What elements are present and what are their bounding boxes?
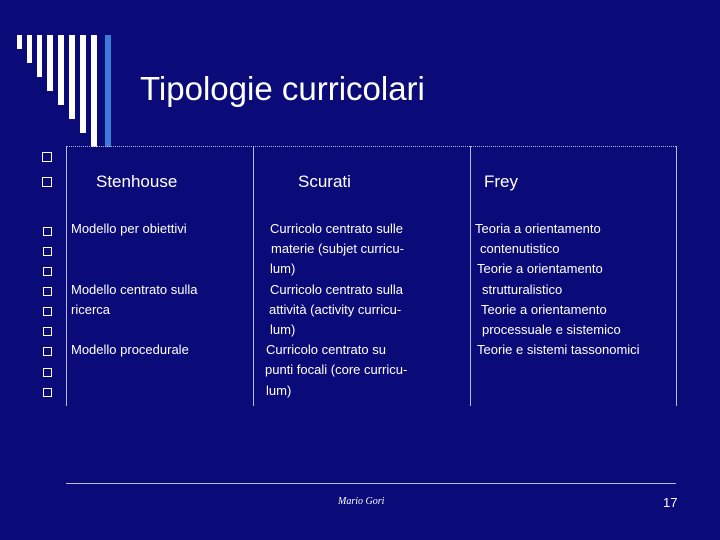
column-stenhouse — [71, 219, 197, 360]
header-scurati: Scurati — [298, 172, 351, 191]
cell-line: ricerca — [71, 301, 111, 317]
cell-line: Curricolo centrato sulla — [270, 281, 403, 297]
cell-line: contenutistico — [480, 241, 560, 257]
cell-line: punti focali (core curricu- — [265, 362, 408, 378]
footer-author: Mario Gori — [338, 496, 385, 507]
column-divider-2 — [470, 146, 471, 406]
table-right-border — [676, 146, 677, 406]
cell-line: lum) — [266, 382, 292, 398]
square-bullet-icon — [43, 388, 52, 397]
cell-line: materie (subjet curricu- — [271, 241, 404, 257]
cell-line — [71, 320, 197, 340]
cell-line: Teorie e sistemi tassonomici — [477, 342, 640, 358]
square-bullet-icon — [43, 227, 52, 236]
cell-line: Teorie a orientamento — [477, 261, 603, 277]
cell-line: Modello centrato sulla — [71, 281, 198, 297]
table-top-border — [66, 146, 676, 148]
cell-line: Curricolo centrato sulle — [270, 221, 403, 236]
column-frey — [475, 219, 640, 360]
cell-line: Modello procedurale — [71, 342, 189, 358]
header-stenhouse: Stenhouse — [96, 172, 178, 191]
cell-line: lum) — [270, 261, 296, 277]
square-bullet-icon — [42, 177, 52, 187]
cell-line: lum) — [270, 322, 296, 338]
square-bullet-icon — [43, 327, 52, 336]
cell-line — [71, 239, 197, 259]
square-bullet-icon — [43, 307, 52, 316]
cell-line: Curricolo centrato su — [266, 342, 386, 358]
square-bullet-icon — [43, 368, 52, 377]
square-bullet-icon — [43, 247, 52, 256]
header-frey: Frey — [484, 172, 518, 191]
page-number: 17 — [663, 495, 678, 510]
table-left-border — [66, 146, 67, 406]
cell-line: Teorie a orientamento — [481, 301, 607, 317]
cell-line: strutturalistico — [482, 281, 563, 297]
cell-line: Teoria a orientamento — [475, 221, 601, 236]
square-bullet-icon — [43, 347, 52, 356]
cell-line: Modello per obiettivi — [71, 221, 187, 236]
cell-line — [71, 259, 197, 279]
column-divider-1 — [253, 146, 254, 406]
column-scurati — [265, 219, 407, 401]
decorative-bars — [17, 35, 117, 147]
slide-title: Tipologie curricolari — [140, 70, 425, 107]
square-bullet-icon — [43, 267, 52, 276]
footer-rule — [66, 483, 676, 484]
cell-line: attività (activity curricu- — [269, 301, 402, 317]
cell-line: processuale e sistemico — [482, 322, 621, 338]
square-bullet-icon — [42, 152, 52, 162]
square-bullet-icon — [43, 287, 52, 296]
